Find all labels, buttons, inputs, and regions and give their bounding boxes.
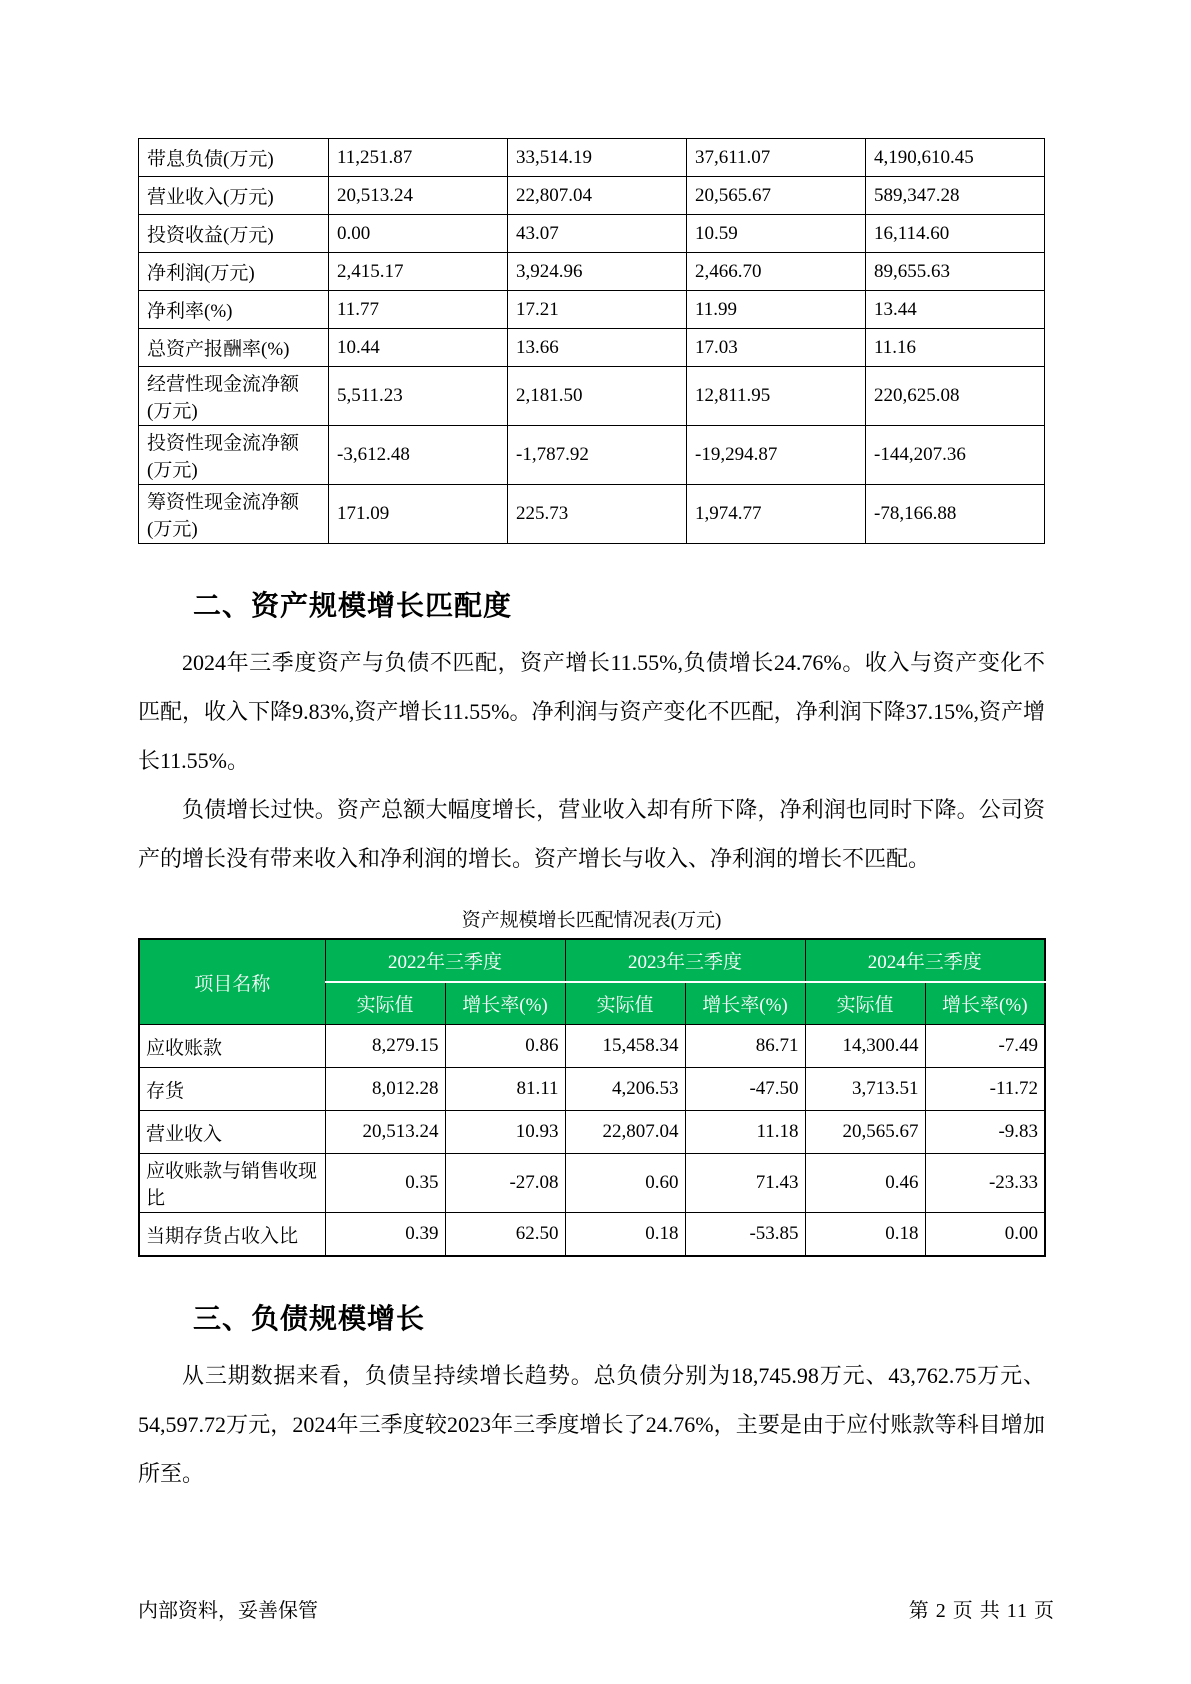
cell-value: 0.46 [805, 1154, 925, 1213]
cell-value: -53.85 [685, 1213, 805, 1257]
item-label: 当期存货占收入比 [139, 1213, 325, 1257]
cell-value: -23.33 [925, 1154, 1045, 1213]
metric-value: 12,811.95 [687, 367, 866, 426]
metric-value: 225.73 [508, 485, 687, 544]
table-row [139, 1111, 1045, 1154]
column-header-year-2022: 2022年三季度 [325, 939, 565, 982]
metric-value: -1,787.92 [508, 426, 687, 485]
cell-value: -27.08 [445, 1154, 565, 1213]
metric-value: 89,655.63 [866, 253, 1045, 291]
asset-growth-match-table [138, 938, 1046, 1257]
metric-value: -3,612.48 [329, 426, 508, 485]
metric-value: 4,190,610.45 [866, 139, 1045, 177]
metric-value: 2,181.50 [508, 367, 687, 426]
footer-confidential-note: 内部资料，妥善保管 [138, 1600, 318, 1622]
column-header-year-2024: 2024年三季度 [805, 939, 1045, 982]
cell-value: 0.60 [565, 1154, 685, 1213]
cell-value: 8,279.15 [325, 1025, 445, 1068]
cell-value: 20,513.24 [325, 1111, 445, 1154]
table-row [139, 1025, 1045, 1068]
section-heading-3: 三、负债规模增长 [193, 1303, 426, 1334]
section2-paragraph-2: 负债增长过快。资产总额大幅度增长，营业收入却有所下降，净利润也同时下降。公司资产的增长没有带来收入和净利润的增长。资产增长与收入、净利润的增长不匹配。 [138, 797, 1045, 871]
metric-value: 1,974.77 [687, 485, 866, 544]
metric-value: 16,114.60 [866, 215, 1045, 253]
metric-value: 33,514.19 [508, 139, 687, 177]
column-header-item: 项目名称 [139, 939, 325, 1025]
table-caption: 资产规模增长匹配情况表(万元) [461, 910, 722, 931]
item-label: 应收账款与销售收现比 [139, 1154, 325, 1213]
table-row [139, 291, 1045, 329]
column-header-growth: 增长率(%) [445, 982, 565, 1025]
metric-value: 220,625.08 [866, 367, 1045, 426]
metric-value: 37,611.07 [687, 139, 866, 177]
metric-value: 13.44 [866, 291, 1045, 329]
table-row [139, 253, 1045, 291]
cell-value: 71.43 [685, 1154, 805, 1213]
document-page [138, 0, 1045, 1498]
metric-label: 净利润(万元) [139, 253, 329, 291]
metric-label: 筹资性现金流净额(万元) [139, 485, 329, 544]
metric-value: 22,807.04 [508, 177, 687, 215]
table-row [139, 367, 1045, 426]
cell-value: 0.18 [805, 1213, 925, 1257]
cell-value: 86.71 [685, 1025, 805, 1068]
metric-label: 营业收入(万元) [139, 177, 329, 215]
column-header-actual: 实际值 [805, 982, 925, 1025]
metric-value: 13.66 [508, 329, 687, 367]
column-header-actual: 实际值 [325, 982, 445, 1025]
metric-value: -19,294.87 [687, 426, 866, 485]
cell-value: 81.11 [445, 1068, 565, 1111]
table-header-row [139, 939, 1045, 982]
table-row [139, 426, 1045, 485]
cell-value: 20,565.67 [805, 1111, 925, 1154]
footer-page-number: 第 2 页 共 11 页 [908, 1600, 1055, 1622]
metric-value: 2,466.70 [687, 253, 866, 291]
item-label: 应收账款 [139, 1025, 325, 1068]
table-row [139, 1068, 1045, 1111]
metric-value: 11,251.87 [329, 139, 508, 177]
cell-value: 22,807.04 [565, 1111, 685, 1154]
column-header-actual: 实际值 [565, 982, 685, 1025]
page-footer [138, 1594, 1055, 1623]
metric-label: 总资产报酬率(%) [139, 329, 329, 367]
section-heading-2: 二、资产规模增长匹配度 [193, 590, 513, 621]
cell-value: 62.50 [445, 1213, 565, 1257]
metric-value: 20,565.67 [687, 177, 866, 215]
metric-label: 投资收益(万元) [139, 215, 329, 253]
column-header-growth: 增长率(%) [925, 982, 1045, 1025]
metric-value: 589,347.28 [866, 177, 1045, 215]
metric-value: 43.07 [508, 215, 687, 253]
cell-value: 0.00 [925, 1213, 1045, 1257]
financial-metrics-table [138, 138, 1045, 544]
metric-value: 20,513.24 [329, 177, 508, 215]
metric-label: 经营性现金流净额(万元) [139, 367, 329, 426]
metric-label: 净利率(%) [139, 291, 329, 329]
metric-value: 11.77 [329, 291, 508, 329]
item-label: 营业收入 [139, 1111, 325, 1154]
item-label: 存货 [139, 1068, 325, 1111]
section3-paragraph-1: 从三期数据来看，负债呈持续增长趋势。总负债分别为18,745.98万元、43,762.75万元、54,597.72万元，2024年三季度较2023年三季度增长了24.76%，主要是由于应付账款等科目增加所至。 [138, 1363, 1045, 1486]
section2-paragraph-1: 2024年三季度资产与负债不匹配，资产增长11.55%,负债增长24.76%。收入与资产变化不匹配，收入下降9.83%,资产增长11.55%。净利润与资产变化不匹配，净利润下降37.15%,资产增长11.55%。 [138, 650, 1045, 773]
cell-value: -47.50 [685, 1068, 805, 1111]
column-header-growth: 增长率(%) [685, 982, 805, 1025]
table-row [139, 177, 1045, 215]
table-row [139, 485, 1045, 544]
metric-value: -78,166.88 [866, 485, 1045, 544]
metric-value: -144,207.36 [866, 426, 1045, 485]
metric-value: 10.59 [687, 215, 866, 253]
cell-value: 0.39 [325, 1213, 445, 1257]
metric-label: 投资性现金流净额(万元) [139, 426, 329, 485]
table-row [139, 329, 1045, 367]
cell-value: 0.86 [445, 1025, 565, 1068]
cell-value: -9.83 [925, 1111, 1045, 1154]
cell-value: 0.35 [325, 1154, 445, 1213]
cell-value: 11.18 [685, 1111, 805, 1154]
metric-value: 0.00 [329, 215, 508, 253]
metric-value: 171.09 [329, 485, 508, 544]
metric-value: 11.16 [866, 329, 1045, 367]
table-row [139, 1154, 1045, 1213]
metric-value: 2,415.17 [329, 253, 508, 291]
column-header-year-2023: 2023年三季度 [565, 939, 805, 982]
cell-value: -7.49 [925, 1025, 1045, 1068]
cell-value: 15,458.34 [565, 1025, 685, 1068]
table-row [139, 1213, 1045, 1257]
cell-value: 14,300.44 [805, 1025, 925, 1068]
metric-value: 11.99 [687, 291, 866, 329]
table-row [139, 215, 1045, 253]
metric-value: 17.03 [687, 329, 866, 367]
metric-label: 带息负债(万元) [139, 139, 329, 177]
cell-value: -11.72 [925, 1068, 1045, 1111]
metric-value: 10.44 [329, 329, 508, 367]
cell-value: 8,012.28 [325, 1068, 445, 1111]
metric-value: 5,511.23 [329, 367, 508, 426]
metric-value: 17.21 [508, 291, 687, 329]
metric-value: 3,924.96 [508, 253, 687, 291]
cell-value: 0.18 [565, 1213, 685, 1257]
table-row [139, 139, 1045, 177]
cell-value: 4,206.53 [565, 1068, 685, 1111]
cell-value: 3,713.51 [805, 1068, 925, 1111]
cell-value: 10.93 [445, 1111, 565, 1154]
